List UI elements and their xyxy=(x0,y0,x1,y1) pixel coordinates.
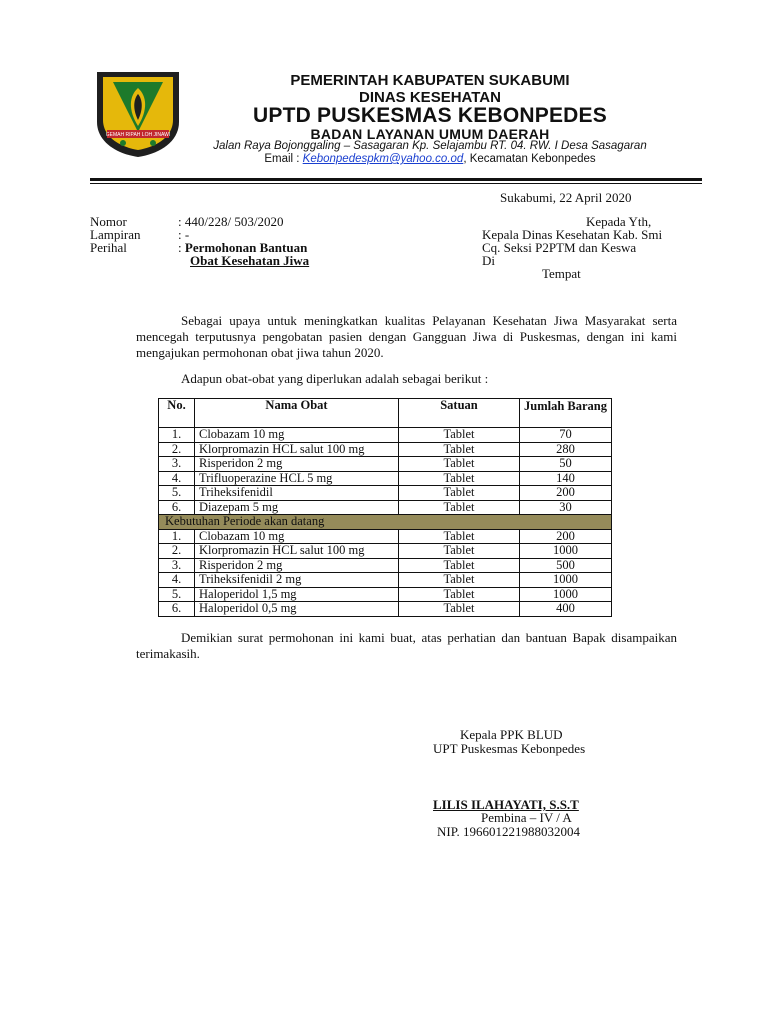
table-row xyxy=(159,500,612,515)
paragraph-list-intro: Adapun obat-obat yang diperlukan adalah sebagai berikut : xyxy=(181,371,489,386)
cell-jumlah: 1000 xyxy=(520,544,612,559)
header-jumlah xyxy=(520,399,612,428)
cell-satuan: Tablet xyxy=(399,587,520,602)
cell-no: 6. xyxy=(159,602,195,617)
recipient-name: Kepala Dinas Kesehatan Kab. Smi xyxy=(482,227,663,242)
email-suffix: , Kecamatan Kebonpedes xyxy=(463,153,596,165)
kop-department: DINAS KESEHATAN xyxy=(359,89,501,106)
cell-nama-obat: Clobazam 10 mg xyxy=(195,428,399,443)
header-no: No. xyxy=(159,399,195,428)
cell-no: 2. xyxy=(159,544,195,559)
cell-satuan: Tablet xyxy=(399,486,520,501)
cell-no: 5. xyxy=(159,486,195,501)
cell-nama-obat: Trifluoperazine HCL 5 mg xyxy=(195,471,399,486)
cell-jumlah: 1000 xyxy=(520,573,612,588)
signature-nip: NIP. 196601221988032004 xyxy=(437,824,581,839)
recipient-di: Di xyxy=(482,253,495,268)
cell-nama-obat: Risperidon 2 mg xyxy=(195,457,399,472)
table-row xyxy=(159,428,612,443)
perihal-colon: : xyxy=(178,240,185,255)
cell-satuan: Tablet xyxy=(399,457,520,472)
cell-no: 1. xyxy=(159,529,195,544)
cell-nama-obat: Risperidon 2 mg xyxy=(195,558,399,573)
puskesmas-logo xyxy=(93,70,183,158)
table-row xyxy=(159,471,612,486)
table-row xyxy=(159,486,612,501)
paragraph-intro xyxy=(136,313,677,361)
cell-no: 1. xyxy=(159,428,195,443)
cell-no: 4. xyxy=(159,471,195,486)
email-link[interactable]: Kebonpedespkm@yahoo.co.od xyxy=(302,153,464,165)
header-nama-obat: Nama Obat xyxy=(195,399,399,428)
signature-rank: Pembina – IV / A xyxy=(481,810,572,825)
signature-title: Kepala PPK BLUD xyxy=(460,727,563,742)
cell-jumlah: 200 xyxy=(520,529,612,544)
letterhead-rule-thick xyxy=(90,178,702,181)
cell-satuan: Tablet xyxy=(399,529,520,544)
signature-name: LILIS ILAHAYATI, S.S.T xyxy=(433,797,579,812)
table-row xyxy=(159,544,612,559)
table-row xyxy=(159,602,612,617)
medicine-table xyxy=(158,398,612,617)
table-row xyxy=(159,587,612,602)
cell-satuan: Tablet xyxy=(399,442,520,457)
logo-motto: GEMAH RIPAH LOH JINAWI xyxy=(105,132,171,138)
cell-jumlah: 280 xyxy=(520,442,612,457)
cell-satuan: Tablet xyxy=(399,602,520,617)
cell-nama-obat: Triheksifenidil 2 mg xyxy=(195,573,399,588)
header-satuan: Satuan xyxy=(399,399,520,428)
cell-jumlah: 400 xyxy=(520,602,612,617)
cell-nama-obat: Clobazam 10 mg xyxy=(195,529,399,544)
cell-nama-obat: Haloperidol 1,5 mg xyxy=(195,587,399,602)
cell-jumlah: 30 xyxy=(520,500,612,515)
table-row xyxy=(159,573,612,588)
email-label: Email : xyxy=(264,153,303,165)
recipient-place: Tempat xyxy=(542,266,581,281)
cell-jumlah: 70 xyxy=(520,428,612,443)
perihal-line1: Permohonan Bantuan xyxy=(184,240,308,255)
table-row xyxy=(159,529,612,544)
cell-jumlah: 500 xyxy=(520,558,612,573)
cell-nama-obat: Haloperidol 0,5 mg xyxy=(195,602,399,617)
perihal-line2: Obat Kesehatan Jiwa xyxy=(190,253,310,268)
perihal-label: Perihal xyxy=(90,240,127,255)
cell-satuan: Tablet xyxy=(399,500,520,515)
cell-satuan: Tablet xyxy=(399,428,520,443)
nomor-value: : 440/228/ 503/2020 xyxy=(178,214,284,229)
nomor-label: Nomor xyxy=(90,214,127,229)
recipient-greeting: Kepada Yth, xyxy=(586,214,652,229)
cell-satuan: Tablet xyxy=(399,558,520,573)
cell-satuan: Tablet xyxy=(399,471,520,486)
kop-contact xyxy=(190,153,670,165)
cell-no: 3. xyxy=(159,558,195,573)
cell-satuan: Tablet xyxy=(399,544,520,559)
cell-no: 6. xyxy=(159,500,195,515)
cell-nama-obat: Triheksifenidil xyxy=(195,486,399,501)
cell-jumlah: 200 xyxy=(520,486,612,501)
kop-address: Jalan Raya Bojonggaling – Sasagaran Kp. Selajambu RT. 04. RW. I Desa Sasagaran xyxy=(213,140,647,152)
table-header-row xyxy=(159,399,612,428)
paragraph-closing-text: Demikian surat permohonan ini kami buat, atas perhatian dan bantuan Bapak disampaikan terimakasih. xyxy=(136,630,677,661)
cell-nama-obat: Klorpromazin HCL salut 100 mg xyxy=(195,442,399,457)
section-row xyxy=(159,515,612,530)
paragraph-intro-text: Sebagai upaya untuk meningkatkan kualitas Pelayanan Kesehatan Jiwa Masyarakat serta mencegah terputusnya pengobatan pasien dengan Gangguan Jiwa di Puskesmas, dengan ini kami mengajukan permohonan obat jiwa tahun 2020. xyxy=(136,313,677,360)
cell-no: 3. xyxy=(159,457,195,472)
signature-org: UPT Puskesmas Kebonpedes xyxy=(433,741,586,756)
cell-no: 5. xyxy=(159,587,195,602)
cell-jumlah: 140 xyxy=(520,471,612,486)
recipient-attention: Cq. Seksi P2PTM dan Keswa xyxy=(482,240,637,255)
cell-nama-obat: Diazepam 5 mg xyxy=(195,500,399,515)
cell-no: 4. xyxy=(159,573,195,588)
paragraph-closing xyxy=(136,630,677,662)
header-jumlah-text: Jumlah Barang xyxy=(524,399,608,413)
kop-government: PEMERINTAH KABUPATEN SUKABUMI xyxy=(290,72,570,89)
cell-jumlah: 1000 xyxy=(520,587,612,602)
cell-nama-obat: Klorpromazin HCL salut 100 mg xyxy=(195,544,399,559)
cell-satuan: Tablet xyxy=(399,573,520,588)
cell-jumlah: 50 xyxy=(520,457,612,472)
table-row xyxy=(159,442,612,457)
lampiran-value: : - xyxy=(178,227,190,242)
kop-agency: BADAN LAYANAN UMUM DAERAH xyxy=(310,126,550,142)
table-row xyxy=(159,558,612,573)
letterhead-rule-thin xyxy=(90,183,702,184)
lampiran-label: Lampiran xyxy=(90,227,141,242)
cell-no: 2. xyxy=(159,442,195,457)
letter-date: Sukabumi, 22 April 2020 xyxy=(500,190,632,205)
section-label: Kebutuhan Periode akan datang xyxy=(159,515,612,530)
kop-institution: UPTD PUSKESMAS KEBONPEDES xyxy=(253,104,607,127)
table-row xyxy=(159,457,612,472)
